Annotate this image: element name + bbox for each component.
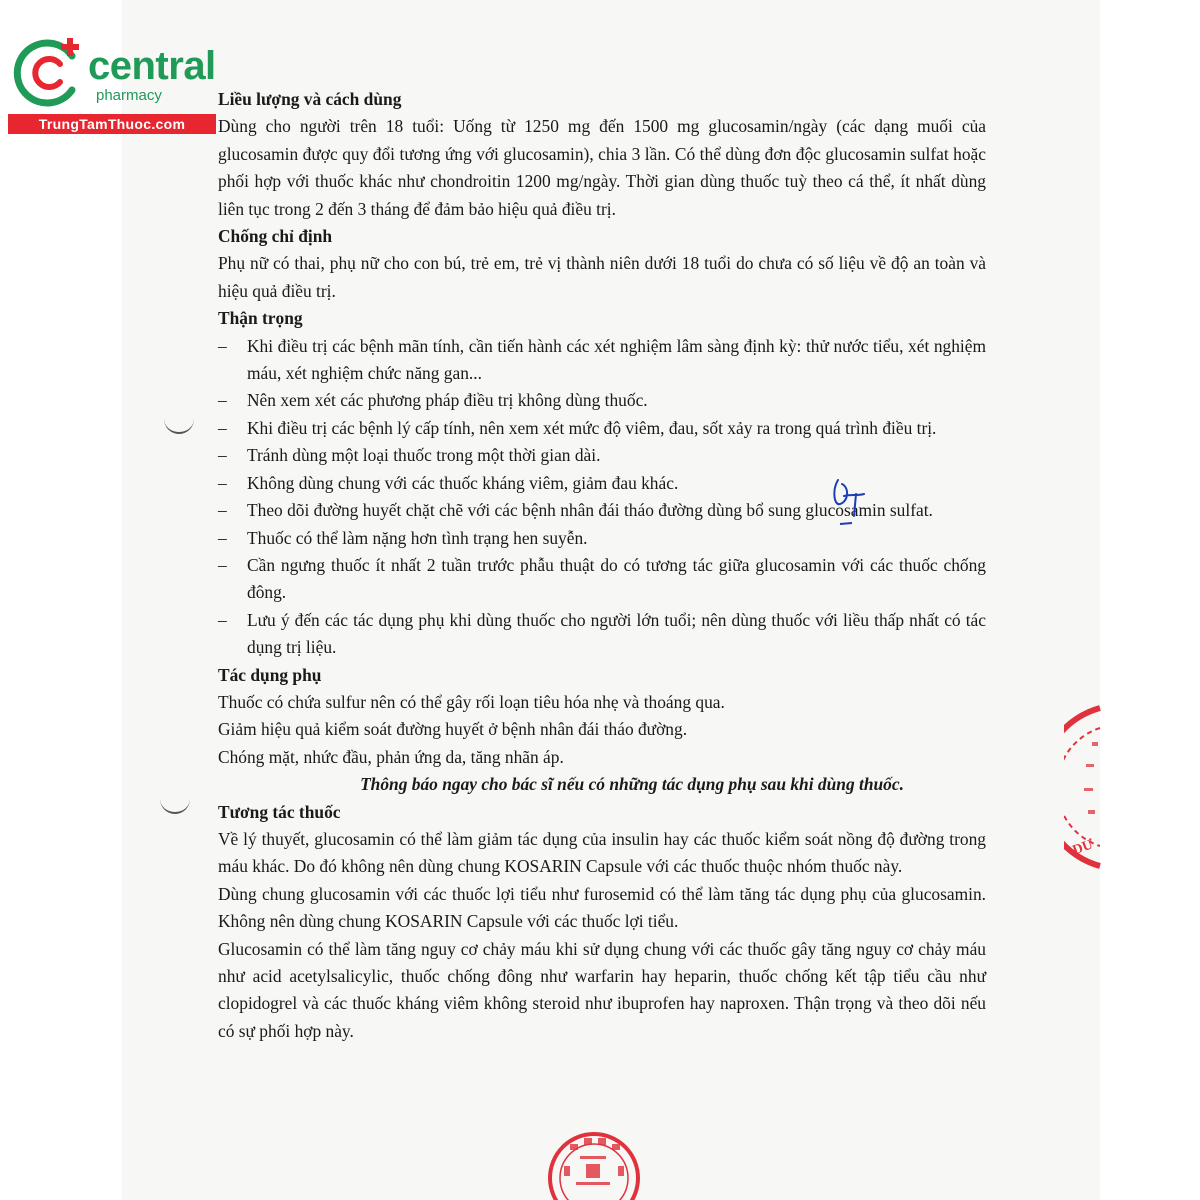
list-item — [218, 415, 986, 442]
section-title-side-effects: Tác dụng phụ — [218, 664, 322, 685]
logo-mark-icon — [12, 36, 86, 110]
stamp-text: DƯ — [1070, 837, 1096, 859]
list-item-text: Nên xem xét các phương pháp điều trị không dùng thuốc. — [247, 390, 648, 411]
dash-marker: – — [218, 445, 227, 466]
dash-marker: – — [218, 554, 227, 575]
interactions-paragraph: Glucosamin có thể làm tăng nguy cơ chảy máu khi sử dụng chung với các thuốc gây tăng nguy cơ chảy máu như acid acetylsalicylic, thuốc chống đông như warfarin hay heparin, thuốc chống kết tập tiểu cầu như clopidogrel và các thuốc kháng viêm không steroid như ibuprofen hay naproxen. Thận trọng và theo dõi nếu có sự phối hợp này. — [218, 938, 986, 1041]
section-title-interactions: Tương tác thuốc — [218, 801, 341, 822]
list-item-text: Khi điều trị các bệnh lý cấp tính, nên xem xét mức độ viêm, đau, sốt xảy ra trong quá trình điều trị. — [247, 417, 937, 438]
list-item — [218, 607, 986, 662]
document-body — [218, 86, 986, 1045]
section-title-precautions: Thận trọng — [218, 308, 303, 329]
section-title-contraindications: Chống chỉ định — [218, 226, 333, 247]
side-effect-line: Giảm hiệu quả kiểm soát đường huyết ở bệnh nhân đái tháo đường. — [218, 719, 688, 740]
section-title-dosage: Liều lượng và cách dùng — [218, 89, 402, 109]
list-item-text: Không dùng chung với các thuốc kháng viêm, giảm đau khác. — [247, 472, 679, 493]
logo-url-banner[interactable]: TrungTamThuoc.com — [8, 114, 216, 134]
interactions-paragraph: Về lý thuyết, glucosamin có thể làm giảm tác dụng của insulin hay các thuốc kiểm soát nồng độ đường trong máu khác. Do đó không nên dùng chung KOSARIN Capsule với các thuốc thuộc nhóm thuốc này. — [218, 828, 986, 877]
list-item-text: Tránh dùng một loại thuốc trong một thời gian dài. — [247, 445, 601, 466]
logo-brand: central — [88, 44, 216, 88]
list-item-text: Thuốc có thể làm nặng hơn tình trạng hen suyễn. — [247, 527, 588, 548]
dash-marker: – — [218, 390, 227, 411]
red-stamp-partial-icon — [1064, 702, 1104, 872]
dash-marker: – — [218, 417, 227, 438]
dosage-text: Dùng cho người trên 18 tuổi: Uống từ 1250 mg đến 1500 mg glucosamin/ngày (các dạng muối của glucosamin được quy đổi tương ứng với glucosamin), chia 3 lần. Có thể dùng đơn độc glucosamin sulfat hoặc phối hợp với thuốc khác như chondroitin 1200 mg/ngày. Thời gian dùng thuốc tuỳ theo cá thể, ít nhất dùng liên tục trong 2 đến 3 tháng để đảm bảo hiệu quả điều trị. — [218, 116, 986, 219]
list-item — [218, 552, 986, 607]
side-effect-line: Chóng mặt, nhức đầu, phản ứng da, tăng nhãn áp. — [218, 746, 564, 767]
list-item-text: Lưu ý đến các tác dụng phụ khi dùng thuốc cho người lớn tuổi; nên dùng thuốc với liều thấp nhất có tác dụng trị liệu. — [247, 609, 986, 658]
contraindications-text: Phụ nữ có thai, phụ nữ cho con bú, trẻ em, trẻ vị thành niên dưới 18 tuổi do chưa có số liệu về độ an toàn và hiệu quả điều trị. — [218, 253, 986, 301]
side-effects-notice: Thông báo ngay cho bác sĩ nếu có những tác dụng phụ sau khi dùng thuốc. — [360, 774, 904, 795]
interactions-paragraph: Dùng chung glucosamin với các thuốc lợi tiểu như furosemid có thể làm tăng tác dụng phụ của glucosamin. Không nên dùng chung KOSARIN Capsule với các thuốc lợi tiểu. — [218, 883, 986, 932]
list-item-text: Cần ngưng thuốc ít nhất 2 tuần trước phẫu thuật do có tương tác giữa glucosamin với các thuốc chống đông. — [247, 554, 986, 603]
dash-marker: – — [218, 472, 227, 493]
list-item-text: Theo dõi đường huyết chặt chẽ với các bệnh nhân đái tháo đường dùng bổ sung glucosamin sulfat. — [247, 500, 933, 521]
central-pharmacy-logo[interactable] — [8, 36, 218, 136]
list-item — [218, 442, 986, 469]
list-item — [218, 333, 986, 388]
list-item-text: Khi điều trị các bệnh mãn tính, cần tiến hành các xét nghiệm lâm sàng định kỳ: thử nước tiểu, xét nghiệm máu, xét nghiệm chức năng gan... — [247, 335, 986, 384]
red-seal-bottom-icon — [546, 1126, 642, 1200]
dash-marker: – — [218, 500, 227, 521]
side-effect-line: Thuốc có chứa sulfur nên có thể gây rối loạn tiêu hóa nhẹ và thoáng qua. — [218, 691, 725, 712]
list-item — [218, 387, 986, 414]
dash-marker: – — [218, 609, 227, 630]
logo-subtitle: pharmacy — [96, 87, 162, 104]
dash-marker: – — [218, 335, 227, 356]
handwritten-signature-icon — [828, 476, 872, 532]
dash-marker: – — [218, 527, 227, 548]
